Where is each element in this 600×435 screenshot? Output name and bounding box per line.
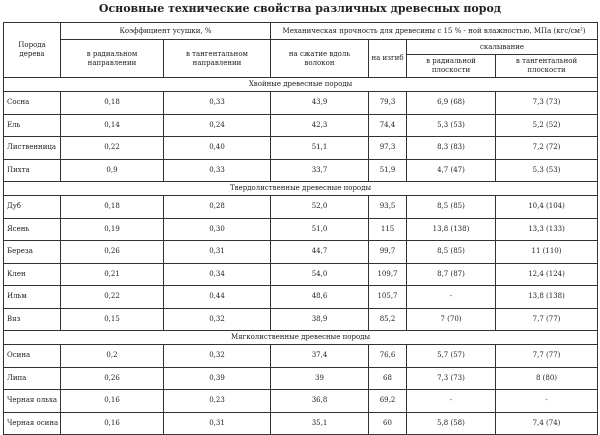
cell-compression: 44,7 [271, 241, 369, 264]
table-row [4, 367, 598, 390]
species-name: Пихта [4, 159, 61, 182]
species-name: Вяз [4, 308, 61, 331]
header-shrinkage: Коэффициент усушки, % [61, 23, 271, 40]
cell-shear-tangential: 13,8 (138) [496, 286, 598, 309]
cell-shrink-radial: 0,16 [61, 390, 164, 413]
section-label: Твердолиственные древесные породы [4, 182, 598, 196]
section-row [4, 182, 598, 196]
cell-bending: 97,3 [369, 137, 407, 160]
cell-shrink-tangential: 0,31 [164, 241, 271, 264]
cell-shear-tangential: 5,3 (53) [496, 159, 598, 182]
cell-shear-tangential: 7,2 (72) [496, 137, 598, 160]
cell-compression: 35,1 [271, 412, 369, 435]
page-title: Основные технические свойства различных древесных пород [98, 2, 502, 15]
cell-shrink-radial: 0,26 [61, 241, 164, 264]
cell-shear-radial: 13,8 (138) [407, 218, 496, 241]
cell-bending: 85,2 [369, 308, 407, 331]
cell-compression: 43,9 [271, 92, 369, 115]
section-label: Хвойные древесные породы [4, 78, 598, 92]
cell-shear-radial: 4,7 (47) [407, 159, 496, 182]
cell-shear-radial: 6,9 (68) [407, 92, 496, 115]
cell-shear-tangential: 13,3 (133) [496, 218, 598, 241]
cell-shear-radial: 8,7 (87) [407, 263, 496, 286]
species-name: Осина [4, 345, 61, 368]
cell-shear-tangential: 11 (110) [496, 241, 598, 264]
cell-shrink-radial: 0,2 [61, 345, 164, 368]
cell-shear-tangential: 10,4 (104) [496, 196, 598, 219]
cell-compression: 36,8 [271, 390, 369, 413]
cell-shrink-tangential: 0,28 [164, 196, 271, 219]
cell-compression: 54,0 [271, 263, 369, 286]
header-compression: на сжатие вдоль волокон [271, 40, 369, 78]
cell-bending: 69,2 [369, 390, 407, 413]
table-row [4, 263, 598, 286]
cell-compression: 33,7 [271, 159, 369, 182]
cell-shrink-radial: 0,18 [61, 196, 164, 219]
cell-bending: 60 [369, 412, 407, 435]
cell-compression: 51,1 [271, 137, 369, 160]
species-name: Черная ольха [4, 390, 61, 413]
species-name: Сосна [4, 92, 61, 115]
species-name: Ильм [4, 286, 61, 309]
cell-bending: 76,6 [369, 345, 407, 368]
cell-bending: 93,5 [369, 196, 407, 219]
cell-shrink-radial: 0,15 [61, 308, 164, 331]
header-shear: скалывание [407, 40, 598, 55]
cell-shear-tangential: 7,7 (77) [496, 308, 598, 331]
cell-shear-tangential: 5,2 (52) [496, 114, 598, 137]
cell-shear-radial: 7 (70) [407, 308, 496, 331]
cell-shrink-radial: 0,22 [61, 137, 164, 160]
table-row [4, 390, 598, 413]
cell-shrink-tangential: 0,39 [164, 367, 271, 390]
header-shear-tangential: в тангентальной плоскости [496, 55, 598, 78]
table-row [4, 308, 598, 331]
header-species: Порода дерева [4, 23, 61, 78]
cell-compression: 37,4 [271, 345, 369, 368]
header-shear-radial: в радиальной плоскости [407, 55, 496, 78]
cell-shrink-radial: 0,9 [61, 159, 164, 182]
species-name: Черная осина [4, 412, 61, 435]
table-row [4, 286, 598, 309]
cell-shear-tangential: - [496, 390, 598, 413]
cell-shear-radial: - [407, 390, 496, 413]
cell-bending: 109,7 [369, 263, 407, 286]
header-strength: Механическая прочность для древесины с 15 % - ной влажностью, МПа (кгс/см²) [271, 23, 598, 40]
cell-shrink-radial: 0,22 [61, 286, 164, 309]
species-name: Лиственница [4, 137, 61, 160]
section-row [4, 331, 598, 345]
table-row [4, 92, 598, 115]
header-shrink-radial: в радиальном направлении [61, 40, 164, 78]
cell-shear-tangential: 7,4 (74) [496, 412, 598, 435]
cell-compression: 51,0 [271, 218, 369, 241]
cell-shear-radial: 8,5 (85) [407, 241, 496, 264]
cell-shrink-radial: 0,18 [61, 92, 164, 115]
table-row [4, 241, 598, 264]
species-name: Ель [4, 114, 61, 137]
header-shrink-tangential: в тангентальном направлении [164, 40, 271, 78]
cell-shear-radial: - [407, 286, 496, 309]
cell-shrink-tangential: 0,24 [164, 114, 271, 137]
properties-table [3, 22, 598, 435]
cell-shrink-tangential: 0,32 [164, 308, 271, 331]
cell-shrink-radial: 0,14 [61, 114, 164, 137]
cell-bending: 68 [369, 367, 407, 390]
cell-shear-tangential: 7,3 (73) [496, 92, 598, 115]
species-name: Клен [4, 263, 61, 286]
table-row [4, 196, 598, 219]
cell-compression: 52,0 [271, 196, 369, 219]
species-name: Береза [4, 241, 61, 264]
cell-shrink-radial: 0,16 [61, 412, 164, 435]
cell-shrink-tangential: 0,31 [164, 412, 271, 435]
cell-bending: 115 [369, 218, 407, 241]
cell-compression: 42,3 [271, 114, 369, 137]
cell-shrink-radial: 0,19 [61, 218, 164, 241]
table-row [4, 218, 598, 241]
table-row [4, 159, 598, 182]
cell-shrink-tangential: 0,32 [164, 345, 271, 368]
cell-shrink-tangential: 0,40 [164, 137, 271, 160]
table-row [4, 114, 598, 137]
cell-shear-radial: 5,8 (58) [407, 412, 496, 435]
cell-shrink-tangential: 0,33 [164, 159, 271, 182]
cell-compression: 48,6 [271, 286, 369, 309]
cell-bending: 79,3 [369, 92, 407, 115]
cell-shrink-radial: 0,21 [61, 263, 164, 286]
cell-shrink-tangential: 0,33 [164, 92, 271, 115]
cell-shrink-tangential: 0,23 [164, 390, 271, 413]
table-row [4, 137, 598, 160]
cell-shrink-radial: 0,26 [61, 367, 164, 390]
table-row [4, 345, 598, 368]
cell-shear-radial: 8,5 (85) [407, 196, 496, 219]
cell-shear-tangential: 7,7 (77) [496, 345, 598, 368]
table-row [4, 412, 598, 435]
cell-shear-tangential: 8 (80) [496, 367, 598, 390]
cell-bending: 99,7 [369, 241, 407, 264]
cell-shrink-tangential: 0,30 [164, 218, 271, 241]
cell-shear-radial: 7,3 (73) [407, 367, 496, 390]
cell-bending: 74,4 [369, 114, 407, 137]
species-name: Ясень [4, 218, 61, 241]
cell-shrink-tangential: 0,44 [164, 286, 271, 309]
cell-shear-radial: 5,7 (57) [407, 345, 496, 368]
cell-compression: 38,9 [271, 308, 369, 331]
cell-bending: 105,7 [369, 286, 407, 309]
species-name: Дуб [4, 196, 61, 219]
section-label: Мягколиственные древесные породы [4, 331, 598, 345]
cell-compression: 39 [271, 367, 369, 390]
section-row [4, 78, 598, 92]
cell-shear-radial: 8,3 (83) [407, 137, 496, 160]
species-name: Липа [4, 367, 61, 390]
cell-shrink-tangential: 0,34 [164, 263, 271, 286]
cell-shear-radial: 5,3 (53) [407, 114, 496, 137]
header-bending: на изгиб [369, 40, 407, 78]
cell-shear-tangential: 12,4 (124) [496, 263, 598, 286]
cell-bending: 51,9 [369, 159, 407, 182]
